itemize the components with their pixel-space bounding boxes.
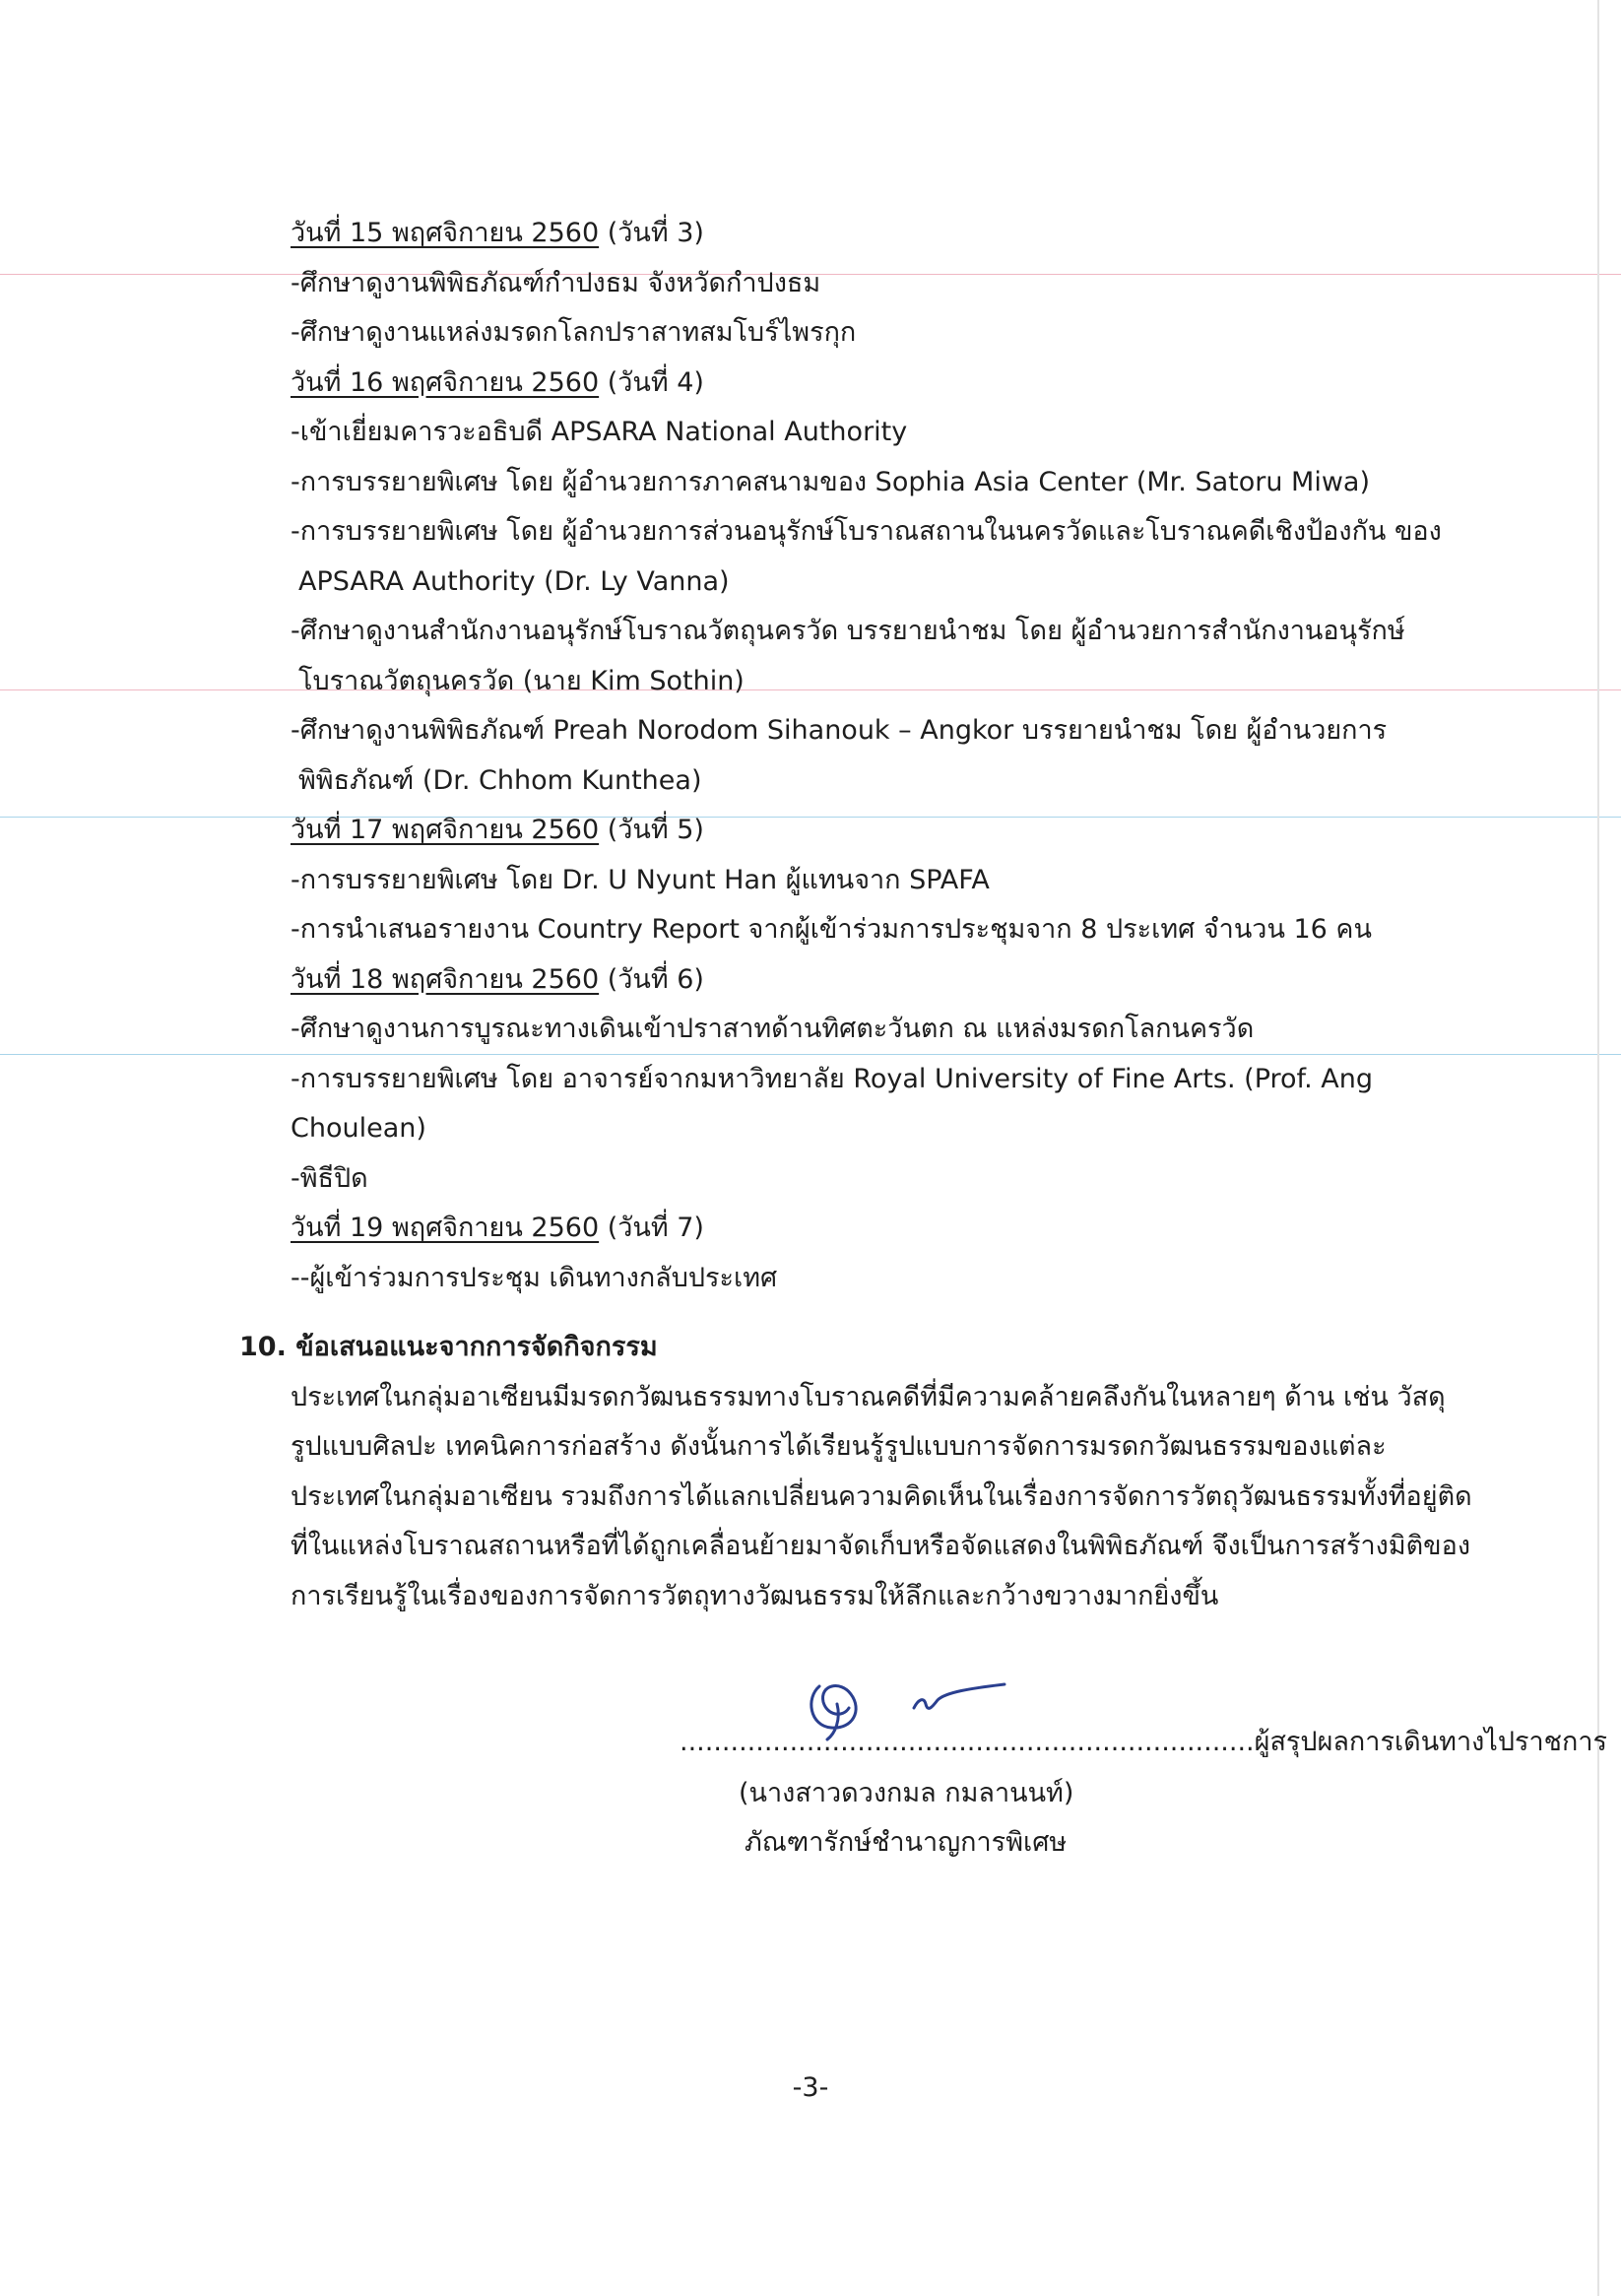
schedule-item: -ศึกษาดูงานพิพิธภัณฑ์ Preah Norodom Sihanouk – Angkor บรรยายนำชม โดย ผู้อำนวยการ: [291, 715, 1388, 746]
day-label: (วันที่ 5): [607, 815, 704, 845]
paragraph-line: ที่ในแหล่งโบราณสถานหรือที่ได้ถูกเคลื่อนย้ายมาจัดเก็บหรือจัดแสดงในพิพิธภัณฑ์ จึงเป็นการสร้างมิติของ: [291, 1531, 1471, 1561]
schedule-item-continuation: พิพิธภัณฑ์ (Dr. Chhom Kunthea): [298, 764, 702, 796]
schedule-item: -การบรรยายพิเศษ โดย ผู้อำนวยการภาคสนามของ Sophia Asia Center (Mr. Satoru Miwa): [291, 466, 1371, 497]
day-heading: [291, 1204, 1433, 1254]
schedule-item: -การบรรยายพิเศษ โดย ผู้อำนวยการส่วนอนุรักษ์โบราณสถานในนครวัดและโบราณคดีเชิงป้องกัน ของ: [291, 516, 1442, 547]
day-label: (วันที่ 3): [607, 218, 704, 248]
day-date: วันที่ 16 พฤศจิกายน 2560: [291, 366, 600, 398]
schedule-item: -ศึกษาดูงานการบูรณะทางเดินเข้าปราสาทด้านทิศตะวันตก ณ แหล่งมรดกโลกนครวัด: [291, 1014, 1255, 1044]
signatory-position: ภัณฑารักษ์ชำนาญการพิเศษ: [745, 1827, 1068, 1858]
schedule-item: -ศึกษาดูงานแหล่งมรดกโลกปราสาทสมโบร์ไพรกุก: [291, 317, 857, 348]
page-number: -3-: [792, 2072, 829, 2103]
paragraph-line: ประเทศในกลุ่มอาเซียน รวมถึงการได้แลกเปลี่ยนความคิดเห็นในเรื่องการจัดการวัตถุวัฒนธรรมทั้งที่อยู่ติด: [291, 1480, 1472, 1512]
signatory-name: (นางสาวดวงกมล กมลานนท์): [739, 1778, 1074, 1808]
day-date: วันที่ 19 พฤศจิกายน 2560: [291, 1213, 600, 1243]
schedule-item: -พิธีปิด: [291, 1162, 368, 1194]
signature-role: ผู้สรุปผลการเดินทางไปราชการ: [1254, 1727, 1608, 1757]
schedule-item-continuation: APSARA Authority (Dr. Ly Vanna): [298, 565, 730, 597]
paragraph-line: ประเทศในกลุ่มอาเซียนมีมรดกวัฒนธรรมทางโบราณคดีที่มีความคล้ายคลึงกันในหลายๆ ด้าน เช่น วัสดุ: [291, 1381, 1446, 1412]
signature-dots: ....................................................................: [680, 1727, 1255, 1757]
paragraph-line: รูปแบบศิลปะ เทคนิคการก่อสร้าง ดังนั้นการได้เรียนรู้รูปแบบการจัดการมรดกวัฒนธรรมของแต่ละ: [291, 1431, 1387, 1462]
signature-line: [680, 1718, 1607, 1767]
section-heading: 10. ข้อเสนอแนะจากการจัดกิจกรรม: [239, 1332, 658, 1362]
schedule: [291, 209, 1442, 1303]
day-label: (วันที่ 7): [607, 1213, 704, 1243]
day-date: วันที่ 18 พฤศจิกายน 2560: [291, 963, 600, 995]
section-body: [239, 1373, 1472, 1622]
day-label: (วันที่ 4): [607, 366, 704, 398]
schedule-item-continuation: Choulean): [291, 1113, 426, 1144]
day-heading: [291, 955, 1433, 1006]
schedule-item: -การบรรยายพิเศษ โดย อาจารย์จากมหาวิทยาลัย Royal University of Fine Arts. (Prof. Ang: [291, 1063, 1373, 1094]
schedule-item: -ศึกษาดูงานพิพิธภัณฑ์กำปงธม จังหวัดกำปงธม: [291, 267, 821, 298]
day-heading: [291, 209, 1433, 259]
schedule-item: -การนำเสนอรายงาน Country Report จากผู้เข้าร่วมการประชุมจาก 8 ประเทศ จำนวน 16 คน: [291, 914, 1372, 945]
schedule-item: -เข้าเยี่ยมคารวะอธิบดี APSARA National Authority: [291, 417, 908, 447]
signature-block: [680, 1665, 1608, 1862]
schedule-item: -ศึกษาดูงานสำนักงานอนุรักษ์โบราณวัตถุนครวัด บรรยายนำชม โดย ผู้อำนวยการสำนักงานอนุรักษ์: [291, 616, 1405, 646]
day-label: (วันที่ 6): [607, 963, 704, 995]
day-heading: [291, 359, 1433, 409]
schedule-item: --ผู้เข้าร่วมการประชุม เดินทางกลับประเทศ: [291, 1262, 778, 1293]
schedule-item-continuation: โบราณวัตถุนครวัด (นาย Kim Sothin): [298, 665, 745, 696]
section-recommendations: [239, 1323, 1472, 1621]
page-edge: [1597, 0, 1599, 2296]
day-date: วันที่ 17 พฤศจิกายน 2560: [291, 815, 600, 845]
paragraph-line: การเรียนรู้ในเรื่องของการจัดการวัตถุทางวัฒนธรรมให้ลึกและกว้างขวางมากยิ่งขึ้น: [291, 1580, 1219, 1611]
day-date: วันที่ 15 พฤศจิกายน 2560: [291, 218, 600, 248]
day-heading: [291, 806, 1433, 856]
schedule-item: -การบรรยายพิเศษ โดย Dr. U Nyunt Han ผู้แทนจาก SPAFA: [291, 864, 990, 895]
